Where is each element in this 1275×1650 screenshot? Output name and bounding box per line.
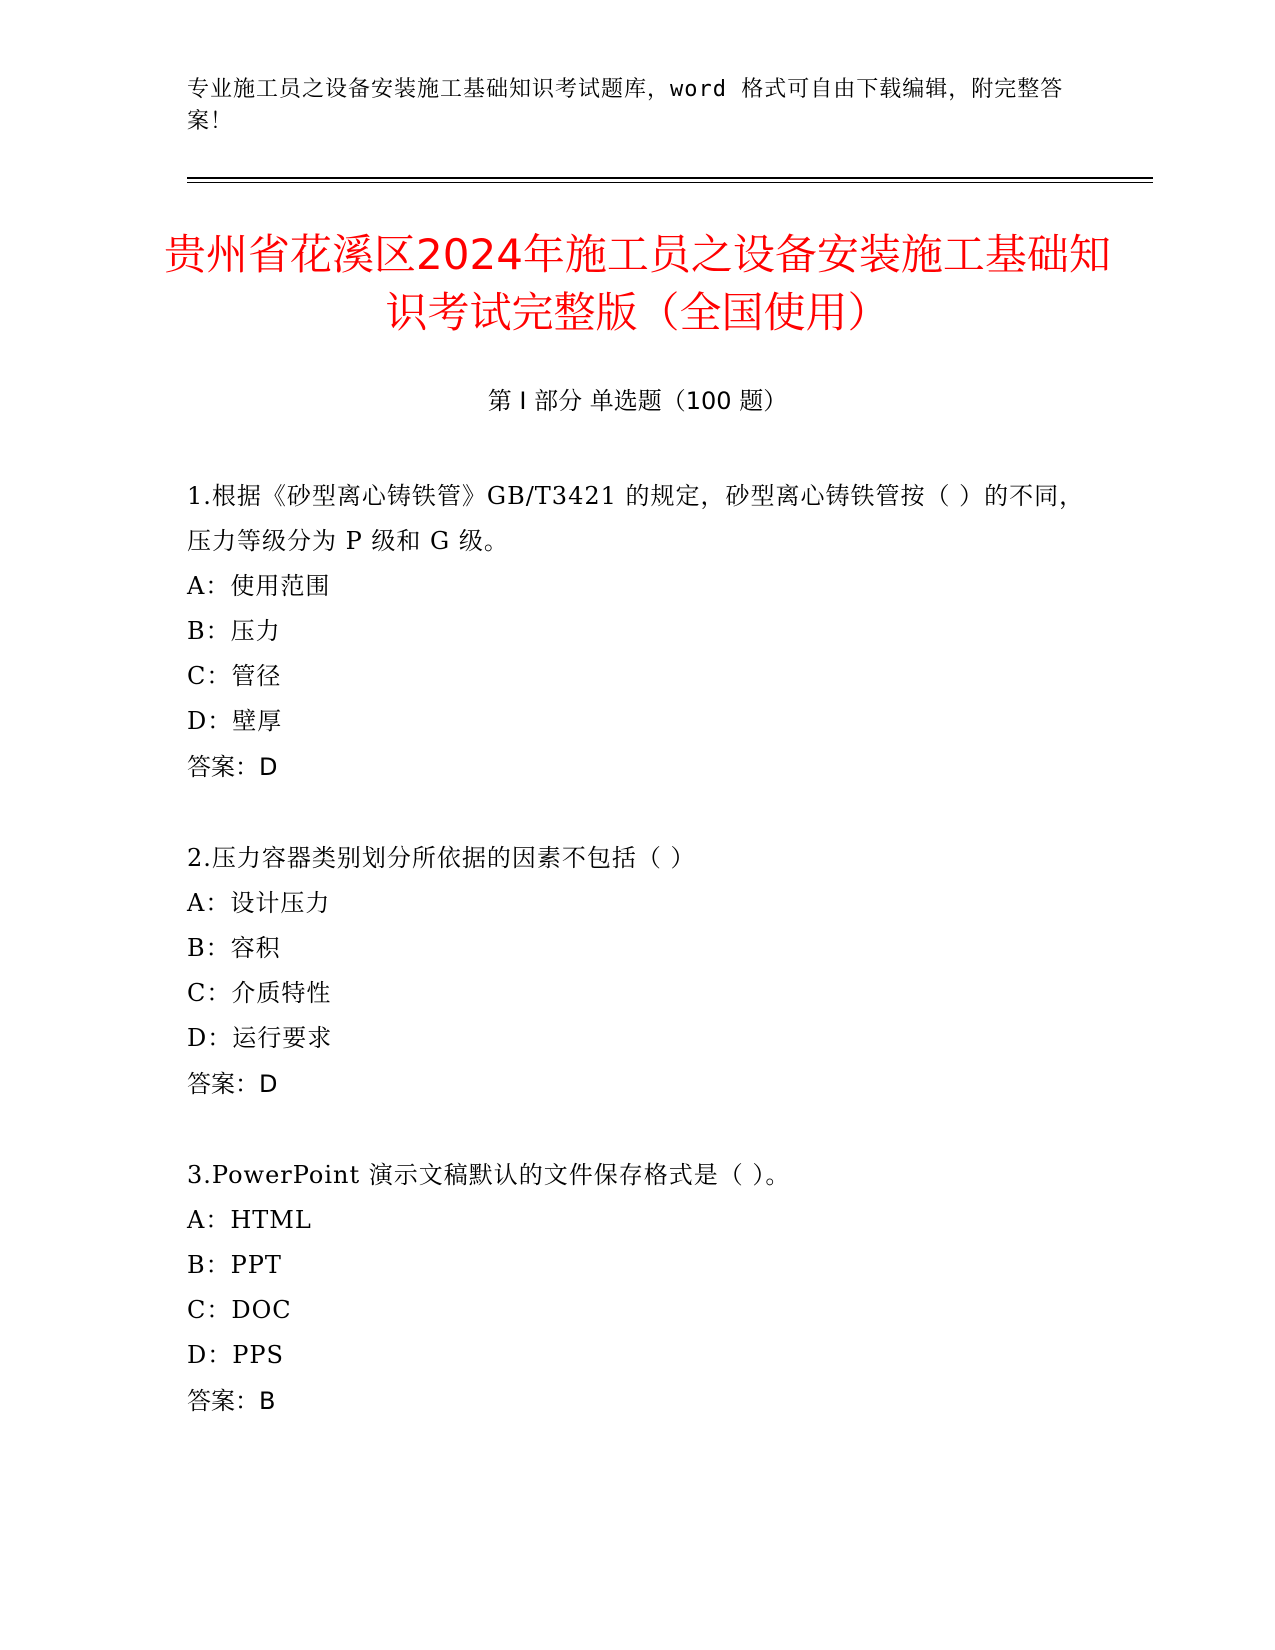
answer: 答案：D — [187, 753, 278, 781]
section-heading: 第 I 部分 单选题（100 题） — [487, 387, 788, 415]
option-a: A：HTML — [187, 1206, 312, 1234]
option-a: A：设计压力 — [187, 889, 331, 917]
header-divider-thick — [187, 177, 1153, 179]
option-d: D：运行要求 — [187, 1024, 333, 1052]
header-note: 专业施工员之设备安装施工基础知识考试题库，word 格式可自由下载编辑，附完整答案！ — [187, 77, 1064, 134]
answer: 答案：D — [187, 1070, 278, 1098]
option-d: D：壁厚 — [187, 707, 283, 735]
header-divider-thin — [187, 182, 1153, 183]
question-list — [187, 474, 1087, 1470]
option-b: B：压力 — [187, 617, 281, 645]
question-2 — [187, 836, 1087, 1107]
option-b: B：容积 — [187, 934, 281, 962]
question-3 — [187, 1153, 1087, 1424]
answer: 答案：B — [187, 1387, 276, 1415]
document-title: 贵州省花溪区2024年施工员之设备安装施工基础知识考试完整版（全国使用） — [164, 230, 1111, 337]
question-stem: 2.压力容器类别划分所依据的因素不包括（ ） — [187, 844, 696, 872]
option-a: A：使用范围 — [187, 572, 331, 600]
option-c: C：介质特性 — [187, 979, 332, 1007]
option-c: C：管径 — [187, 662, 282, 690]
question-1 — [187, 474, 1087, 790]
option-c: C：DOC — [187, 1296, 292, 1324]
option-b: B：PPT — [187, 1251, 282, 1279]
option-d: D：PPS — [187, 1341, 284, 1369]
question-stem: 3.PowerPoint 演示文稿默认的文件保存格式是（ ）。 — [187, 1161, 791, 1189]
question-stem: 1.根据《砂型离心铸铁管》GB/T3421 的规定，砂型离心铸铁管按（ ）的不同，压力等级分为 P 级和 G 级。 — [187, 482, 1085, 555]
